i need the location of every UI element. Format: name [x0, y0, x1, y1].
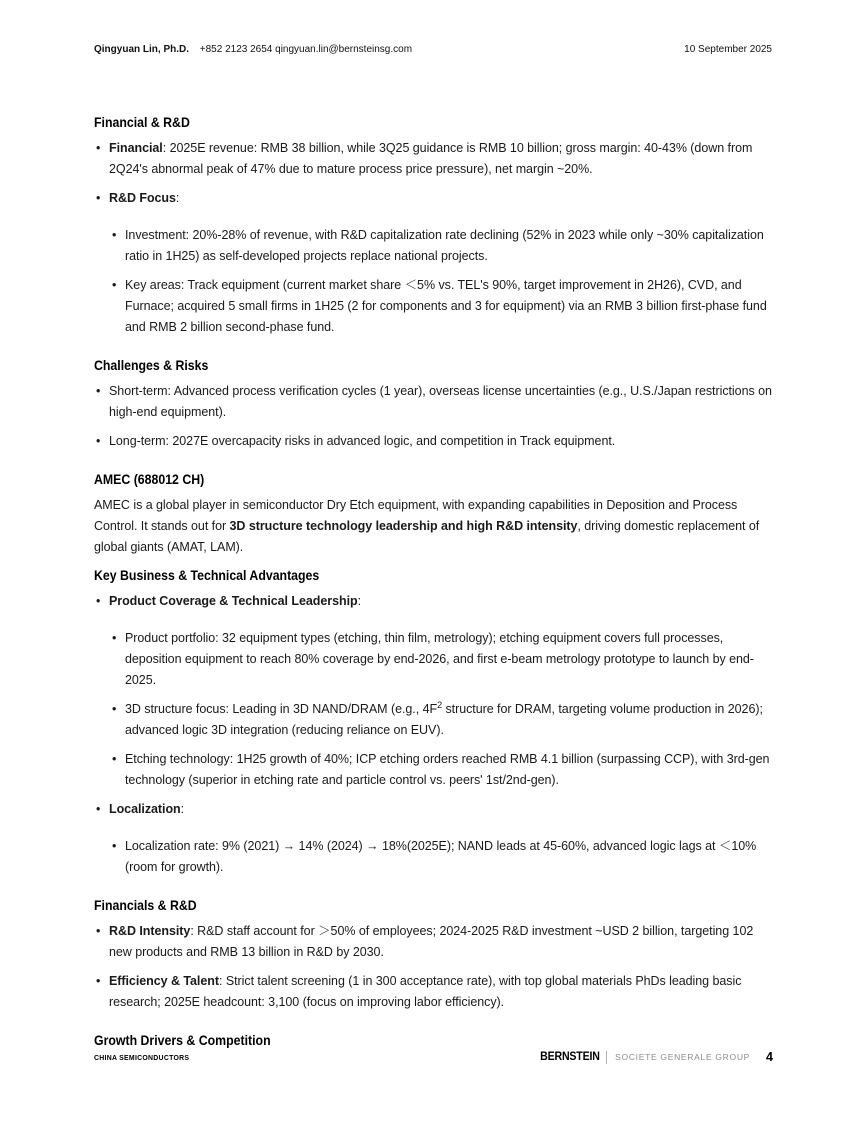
sub-bullet-item	[112, 749, 773, 791]
text-run-group: AMEC is a global player in semiconductor Dry Etch equipment, with expanding capabilities in Deposition and Process Control. It stands out for 3D structure technology leadership and high R&D intensity, driving domestic replacement of global giants (AMAT, LAM).	[94, 498, 760, 554]
text-run-group: Long-term: 2027E overcapacity risks in advanced logic, and competition in Track equipment.	[109, 434, 616, 448]
text-run-group: Key areas: Track equipment (current market share ＜5% vs. TEL's 90%, target improvement in 2H26), CVD, and Furnace; acquired 5 small firms in 1H25 (2 for components and 3 for equipment) via an RMB 3 billion first-phase fund and RMB 2 billion second-phase fund.	[125, 278, 767, 334]
bullet-icon: •	[96, 924, 101, 938]
text-run-group: Financial: 2025E revenue: RMB 38 billion, while 3Q25 guidance is RMB 10 billion; gross margin: 40-43% (down from 2Q24's abnormal peak of 47% due to mature process price pressure), net margin ~20%.	[109, 141, 753, 176]
author-name: Qingyuan Lin, Ph.D.	[94, 44, 189, 55]
bullet-icon: •	[96, 434, 101, 448]
text-run-group: Short-term: Advanced process verification cycles (1 year), overseas license uncertainties (e.g., U.S./Japan restrictions on high-end equipment).	[109, 384, 772, 419]
report-date: 10 September 2025	[684, 44, 772, 55]
text-run-group: Key Business & Technical Advantages	[94, 567, 320, 583]
societe-generale-label: SOCIETE GENERALE GROUP	[615, 1052, 751, 1062]
paragraph	[94, 495, 773, 558]
bullet-item	[94, 188, 773, 209]
sub-bullet-item	[112, 225, 773, 267]
bullet-item	[94, 921, 773, 963]
text-run-group: Efficiency & Talent: Strict talent screening (1 in 300 acceptance rate), with top global materials PhDs leading basic research; 2025E headcount: 3,100 (focus on improving labor efficiency).	[109, 974, 742, 1009]
text-run-group: Etching technology: 1H25 growth of 40%; ICP etching orders reached RMB 4.1 billion (surpassing CCP), with 3rd-gen technology (superior in etching rate and particle control vs. peers' 1st/2nd-gen).	[125, 752, 770, 787]
footer-report-title: CHINA SEMICONDUCTORS	[94, 1052, 190, 1062]
text-run-group: Growth Drivers & Competition	[94, 1032, 271, 1048]
section-heading	[94, 566, 773, 584]
header-author-line	[94, 44, 412, 56]
page-footer	[94, 1050, 773, 1064]
section-heading	[94, 113, 773, 131]
bullet-icon: •	[96, 191, 101, 205]
text-run-group: Financials & R&D	[94, 897, 197, 913]
bullet-item	[94, 381, 773, 423]
bullet-item	[94, 971, 773, 1013]
bullet-icon: •	[96, 141, 101, 155]
sub-bullet-item	[112, 699, 773, 741]
text-run-group: Product Coverage & Technical Leadership:	[109, 594, 362, 608]
bullet-icon: •	[96, 974, 101, 988]
bullet-icon: •	[112, 278, 117, 292]
text-run-group: Financial & R&D	[94, 114, 190, 130]
author-phone: +852 2123 2654	[199, 44, 273, 55]
sub-bullet-item	[112, 628, 773, 691]
section-heading	[94, 1031, 773, 1049]
section-heading	[94, 470, 773, 488]
bernstein-logo: BERNSTEIN	[540, 1051, 601, 1063]
sub-bullet-item	[112, 275, 773, 338]
footer-divider	[606, 1051, 607, 1064]
text-run-group: 3D structure focus: Leading in 3D NAND/DRAM (e.g., $4F^2$ structure for DRAM, targeting volume production in 2026); advanced logic 3D integration (reducing reliance on EUV).	[125, 699, 763, 737]
page-header	[94, 44, 772, 56]
text-run-group: Localization rate: 9% (2021) → 14% (2024) → 18%(2025E); NAND leads at 45-60%, advanced logic lags at ＜10% (room for growth).	[125, 839, 757, 874]
bullet-item	[94, 591, 773, 612]
text-run-group: R&D Focus:	[109, 191, 180, 205]
bullet-item	[94, 431, 773, 452]
text-run-group: Investment: 20%-28% of revenue, with R&D capitalization rate declining (52% in 2023 while only ~30% capitalization ratio in 1H25) as self-developed projects replace national projects.	[125, 228, 764, 263]
bullet-item	[94, 138, 773, 180]
page-number: 4	[766, 1050, 773, 1064]
bullet-icon: •	[96, 594, 101, 608]
footer-brand-block	[535, 1050, 773, 1064]
text-run-group: Challenges & Risks	[94, 357, 209, 373]
bullet-icon: •	[96, 384, 101, 398]
bullet-icon: •	[112, 839, 117, 853]
bullet-item	[94, 799, 773, 820]
text-run-group: Localization:	[109, 802, 185, 816]
text-run-group: Product portfolio: 32 equipment types (etching, thin film, metrology); etching equipment covers full processes, deposition equipment to reach 80% coverage by end-2026, and first e-beam metrology prototype to launch by end-2025.	[125, 631, 754, 687]
bullet-icon: •	[112, 752, 117, 766]
section-heading	[94, 896, 773, 914]
document-body	[94, 95, 773, 1056]
text-run-group: AMEC (688012 CH)	[94, 471, 205, 487]
section-heading	[94, 356, 773, 374]
bullet-icon: •	[112, 702, 117, 716]
author-email: qingyuan.lin@bernsteinsg.com	[275, 44, 413, 55]
sub-bullet-item	[112, 836, 773, 878]
text-run-group: R&D Intensity: R&D staff account for ＞50% of employees; 2024-2025 R&D investment ~USD 2 billion, targeting 102 new products and RMB 13 billion in R&D by 2030.	[109, 924, 754, 959]
bullet-icon: •	[96, 802, 101, 816]
bullet-icon: •	[112, 228, 117, 242]
bullet-icon: •	[112, 631, 117, 645]
